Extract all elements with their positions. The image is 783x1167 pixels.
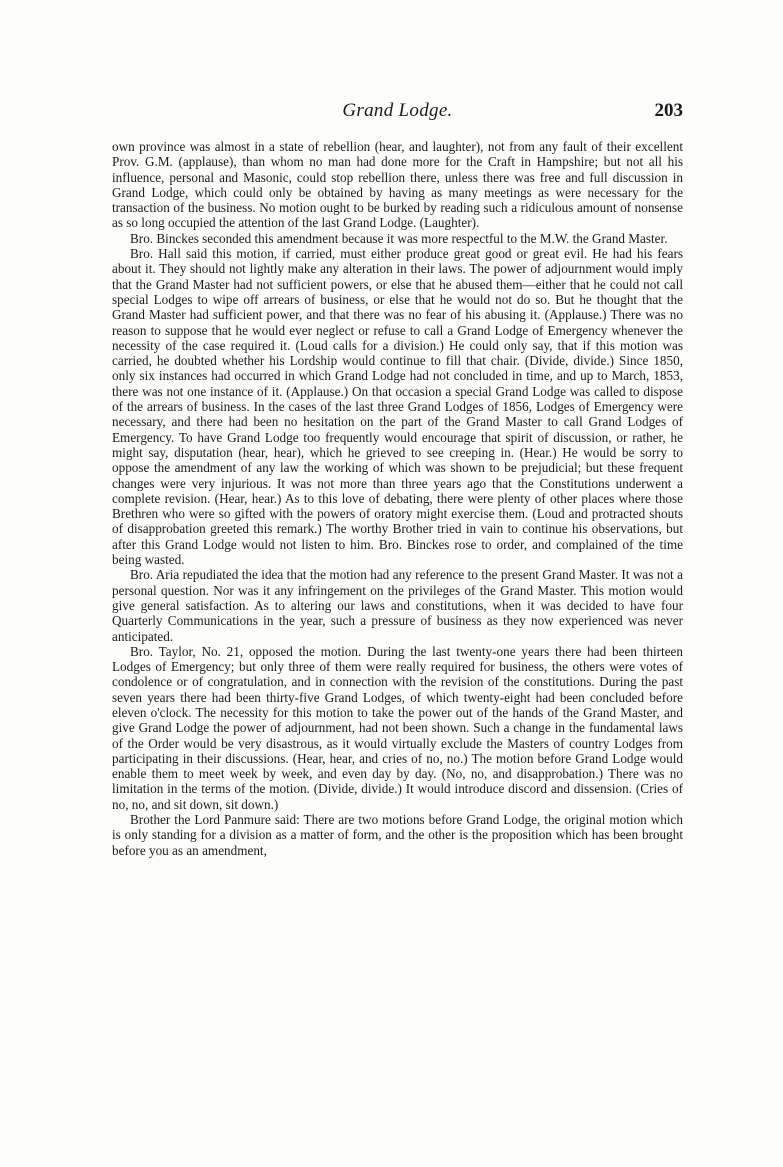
paragraph-aria: Bro. Aria repudiated the idea that the motion had any reference to the present Grand Master. It was not a personal question. Nor was it any infringement on the privileges of the Grand Master. This motion would give general satisfaction. As to altering our laws and constitutions, when it was decided to have four Quarterly Communications in the year, such a pressure of business as they now experienced was never anticipated.	[112, 567, 683, 644]
running-head	[112, 100, 683, 130]
paragraph-taylor: Bro. Taylor, No. 21, opposed the motion. During the last twenty-one years there had been thirteen Lodges of Emergency; but only three of them were really required for business, the others were votes of condolence or of congratulation, and in connection with the revision of the constitutions. During the past seven years there had been thirty-five Grand Lodges, of which twenty-eight had been concluded before eleven o'clock. The necessity for this motion to take the power out of the hands of the Grand Master, and give Grand Lodge the power of adjournment, had not been shown. Such a change in the fundamental laws of the Order would be very disastrous, as it would virtually exclude the Masters of country Lodges from participating in their discussions. (Hear, hear, and cries of no, no.) The motion before Grand Lodge would enable them to meet week by week, and even day by day. (No, no, and disapprobation.) There was no limitation in the terms of the motion. (Divide, divide.) It would introduce discord and dissension. (Cries of no, no, and sit down, sit down.)	[112, 643, 683, 812]
paragraph-binckes: Bro. Binckes seconded this amendment because it was more respectful to the M.W. the Grand Master.	[130, 230, 668, 246]
paragraph-continued: own province was almost in a state of rebellion (hear, and laughter), not from any fault of their excellent Prov. G.M. (applause), than whom no man had done more for the Craft in Hampshire; but not all his influence, personal and Masonic, could stop rebellion there, unless there was free and full discussion in Grand Lodge, which could only be obtained by having as many meetings as were necessary for the transaction of the business. No motion ought to be burked by reading such a ridiculous amount of nonsense as so long occupied the attention of the last Grand Lodge. (Laughter).	[112, 139, 683, 231]
running-title: Grand Lodge.	[342, 100, 453, 121]
body-text	[112, 139, 683, 1159]
paragraph-hall: Bro. Hall said this motion, if carried, must either produce great good or great evil. He had his fears about it. They should not lightly make any alteration in their laws. The power of adjournment would imply that the Grand Master had not sufficient powers, or else that he abused them—either that he could not call special Lodges to wipe off arrears of business, or else that he would not do so. But he thought that the Grand Master had sufficient power, and that there was no fear of his abusing it. (Applause.) There was no reason to suppose that he would ever neglect or refuse to call a Grand Lodge of Emergency whenever the necessity of the case required it. (Loud calls for a division.) He could only say, that if this motion was carried, he doubted whether his Lordship would continue to fill that chair. (Divide, divide.) Since 1850, only six instances had occurred in which Grand Lodge had not concluded in time, and up to March, 1853, there was not one instance of it. (Applause.) On that occasion a special Grand Lodge was called to dispose of the arrears of business. In the cases of the last three Grand Lodges of 1856, Lodges of Emergency were necessary, and there had been no hesitation on the part of the Grand Master to call Grand Lodges of Emergency. To have Grand Lodge too frequently would encourage that spirit of discussion, or rather, he might say, disputation (hear, hear), which he grieved to see creeping in. (Hear.) He would be sorry to oppose the amendment of any law the working of which was shown to be prejudicial; but these frequent changes were very injurious. It was not more than three years ago that the Constitutions underwent a complete revision. (Hear, hear.) As to this love of debating, there were plenty of other places where those Brethren who were so gifted with the powers of oratory might exercise them. (Loud and protracted shouts of disapprobation greeted this remark.) The worthy Brother tried in vain to continue his observations, but after this Grand Lodge would not listen to him. Bro. Binckes rose to order, and complained of the time being wasted.	[112, 246, 683, 568]
page-number: 203	[654, 100, 683, 121]
paragraph-panmure: Brother the Lord Panmure said: There are two motions before Grand Lodge, the original motion which is only standing for a division as a matter of form, and the other is the proposition which has been brought before you as an amendment,	[112, 812, 683, 858]
